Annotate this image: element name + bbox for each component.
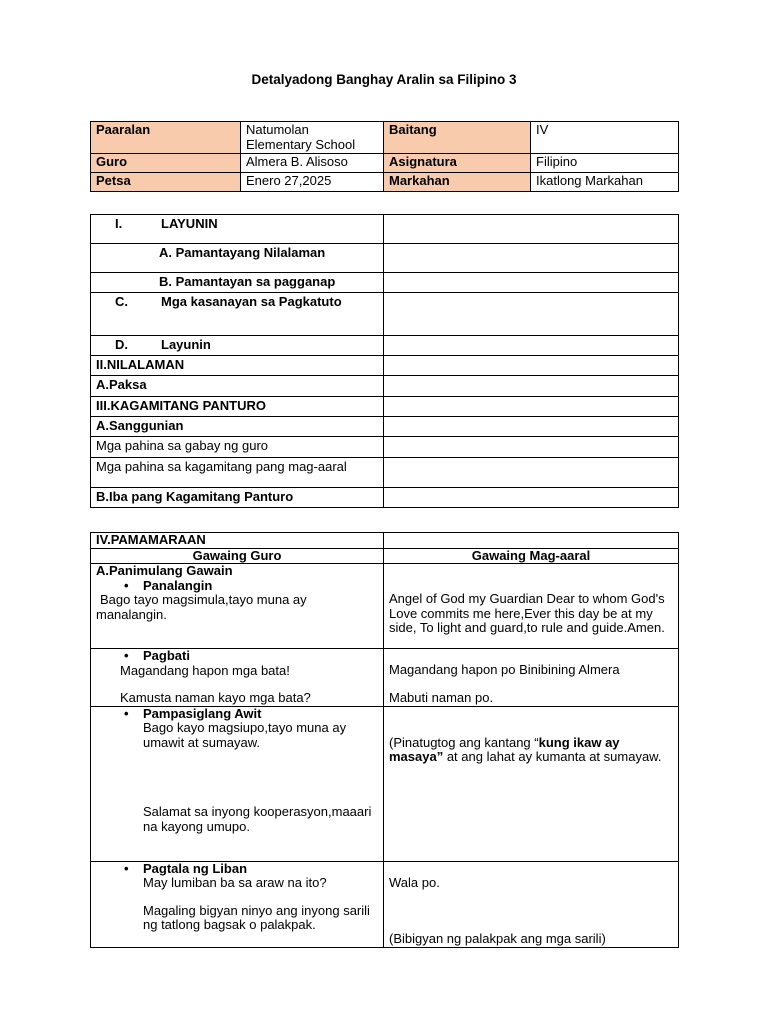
layunin-d: D. Layunin: [91, 336, 384, 356]
liban-label: • Pagtala ng Liban: [96, 862, 378, 877]
panalangin-label: • Panalangin: [96, 579, 378, 594]
kagamitang-pang-label: Mga pahina sa kagamitang pang mag-aaral: [91, 458, 384, 488]
table-row: [91, 173, 679, 192]
page-title: Detalyadong Banghay Aralin sa Filipino 3: [251, 72, 517, 87]
pagbati-guro-text-1: Magandang hapon mga bata!: [120, 662, 290, 678]
nilalaman-heading: II.NILALAMAN: [91, 356, 384, 376]
panalangin-guro-text: Bago tayo magsimula,tayo muna ay manalangin.: [96, 592, 307, 622]
table-row: [91, 488, 679, 508]
table-row: [91, 437, 679, 458]
sanggunian-label: A.Sanggunian: [91, 417, 384, 437]
layunin-table: [90, 214, 679, 508]
table-row: [91, 356, 679, 376]
table-row: [91, 336, 679, 356]
liban-magaaral-text-1: Wala po.: [389, 874, 440, 890]
table-row: [91, 376, 679, 397]
table-row: [91, 293, 679, 336]
table-row: [91, 548, 679, 564]
asignatura-value: Filipino: [531, 154, 679, 173]
liban-guro-text-2: Magaling bigyan ninyo ang inyong sarili ng tatlong bagsak o palakpak.: [143, 902, 370, 932]
layunin-heading: I. LAYUNIN: [91, 215, 384, 244]
liban-magaaral: [384, 861, 679, 947]
markahan-label: Markahan: [384, 173, 531, 192]
iba-pang-kagamitan: B.Iba pang Kagamitang Panturo: [91, 488, 384, 508]
liban-magaaral-text-2: (Bibigyan ng palakpak ang mga sarili): [389, 931, 606, 946]
table-row: [91, 154, 679, 173]
petsa-label: Petsa: [91, 173, 241, 192]
col-gawaing-guro: Gawaing Guro: [91, 548, 384, 564]
table-row: [91, 215, 679, 244]
panalangin-magaaral-text: Angel of God my Guardian Dear to whom God's Love commits me here,Ever this day be at my side, To light and guard,to rule and guide.Amen.: [389, 591, 665, 635]
kagamitan-heading: III.KAGAMITANG PANTURO: [91, 397, 384, 417]
paksa-label: A.Paksa: [91, 376, 384, 397]
panalangin-guro: [91, 564, 384, 649]
petsa-value: Enero 27,2025: [241, 173, 384, 192]
awit-guro-text-1: Bago kayo magsiupo,tayo muna ay umawit at sumayaw.: [143, 720, 347, 750]
baitang-label: Baitang: [384, 122, 531, 154]
pagbati-label: • Pagbati: [96, 649, 378, 664]
awit-label: • Pampasiglang Awit: [96, 707, 378, 722]
guro-value: Almera B. Alisoso: [241, 154, 384, 173]
gabay-label: Mga pahina sa gabay ng guro: [91, 437, 384, 458]
table-row: [91, 564, 679, 649]
panimulang-gawain: A.Panimulang Gawain: [96, 563, 233, 578]
pagbati-magaaral-text-2: Mabuti naman po.: [389, 689, 494, 705]
pagbati-magaaral: [384, 649, 679, 707]
table-row: [91, 649, 679, 707]
markahan-value: Ikatlong Markahan: [531, 173, 679, 192]
pamamaraan-heading: IV.PAMAMARAAN: [91, 533, 384, 549]
guro-label: Guro: [91, 154, 241, 173]
table-row: [91, 533, 679, 549]
pagbati-magaaral-text-1: Magandang hapon po Binibining Almera: [389, 662, 620, 677]
awit-magaaral: [384, 706, 679, 861]
table-row: [91, 397, 679, 417]
panalangin-magaaral: [384, 564, 679, 649]
awit-magaaral-text: (Pinatugtog ang kantang “kung ikaw ay masaya” at ang lahat ay kumanta at sumayaw.: [389, 734, 662, 764]
mga-kasanayan: C. Mga kasanayan sa Pagkatuto: [91, 293, 384, 336]
awit-guro-text-2: Salamat sa inyong kooperasyon,maaari na kayong umupo.: [143, 804, 372, 834]
asignatura-label: Asignatura: [384, 154, 531, 173]
pagbati-guro: [91, 649, 384, 707]
pamantayang-nilalaman: A. Pamantayang Nilalaman: [91, 244, 384, 273]
col-gawaing-magaaral: Gawaing Mag-aaral: [384, 548, 679, 564]
table-row: [91, 706, 679, 861]
pagbati-guro-text-2: Kamusta naman kayo mga bata?: [120, 690, 311, 705]
table-row: [91, 458, 679, 488]
pamantayan-sa-pagganap: B. Pamantayan sa pagganap: [91, 273, 384, 293]
baitang-value: IV: [531, 122, 679, 154]
paaralan-value: Natumolan Elementary School: [241, 122, 384, 154]
liban-guro-text-1: May lumiban ba sa araw na ito?: [143, 875, 327, 890]
table-row: [91, 122, 679, 154]
table-row: [91, 861, 679, 947]
awit-guro: [91, 706, 384, 861]
paaralan-label: Paaralan: [91, 122, 241, 154]
liban-guro: [91, 861, 384, 947]
table-row: [91, 417, 679, 437]
pamamaraan-table: [90, 532, 679, 948]
info-table: [90, 121, 679, 192]
table-row: [91, 244, 679, 273]
table-row: [91, 273, 679, 293]
